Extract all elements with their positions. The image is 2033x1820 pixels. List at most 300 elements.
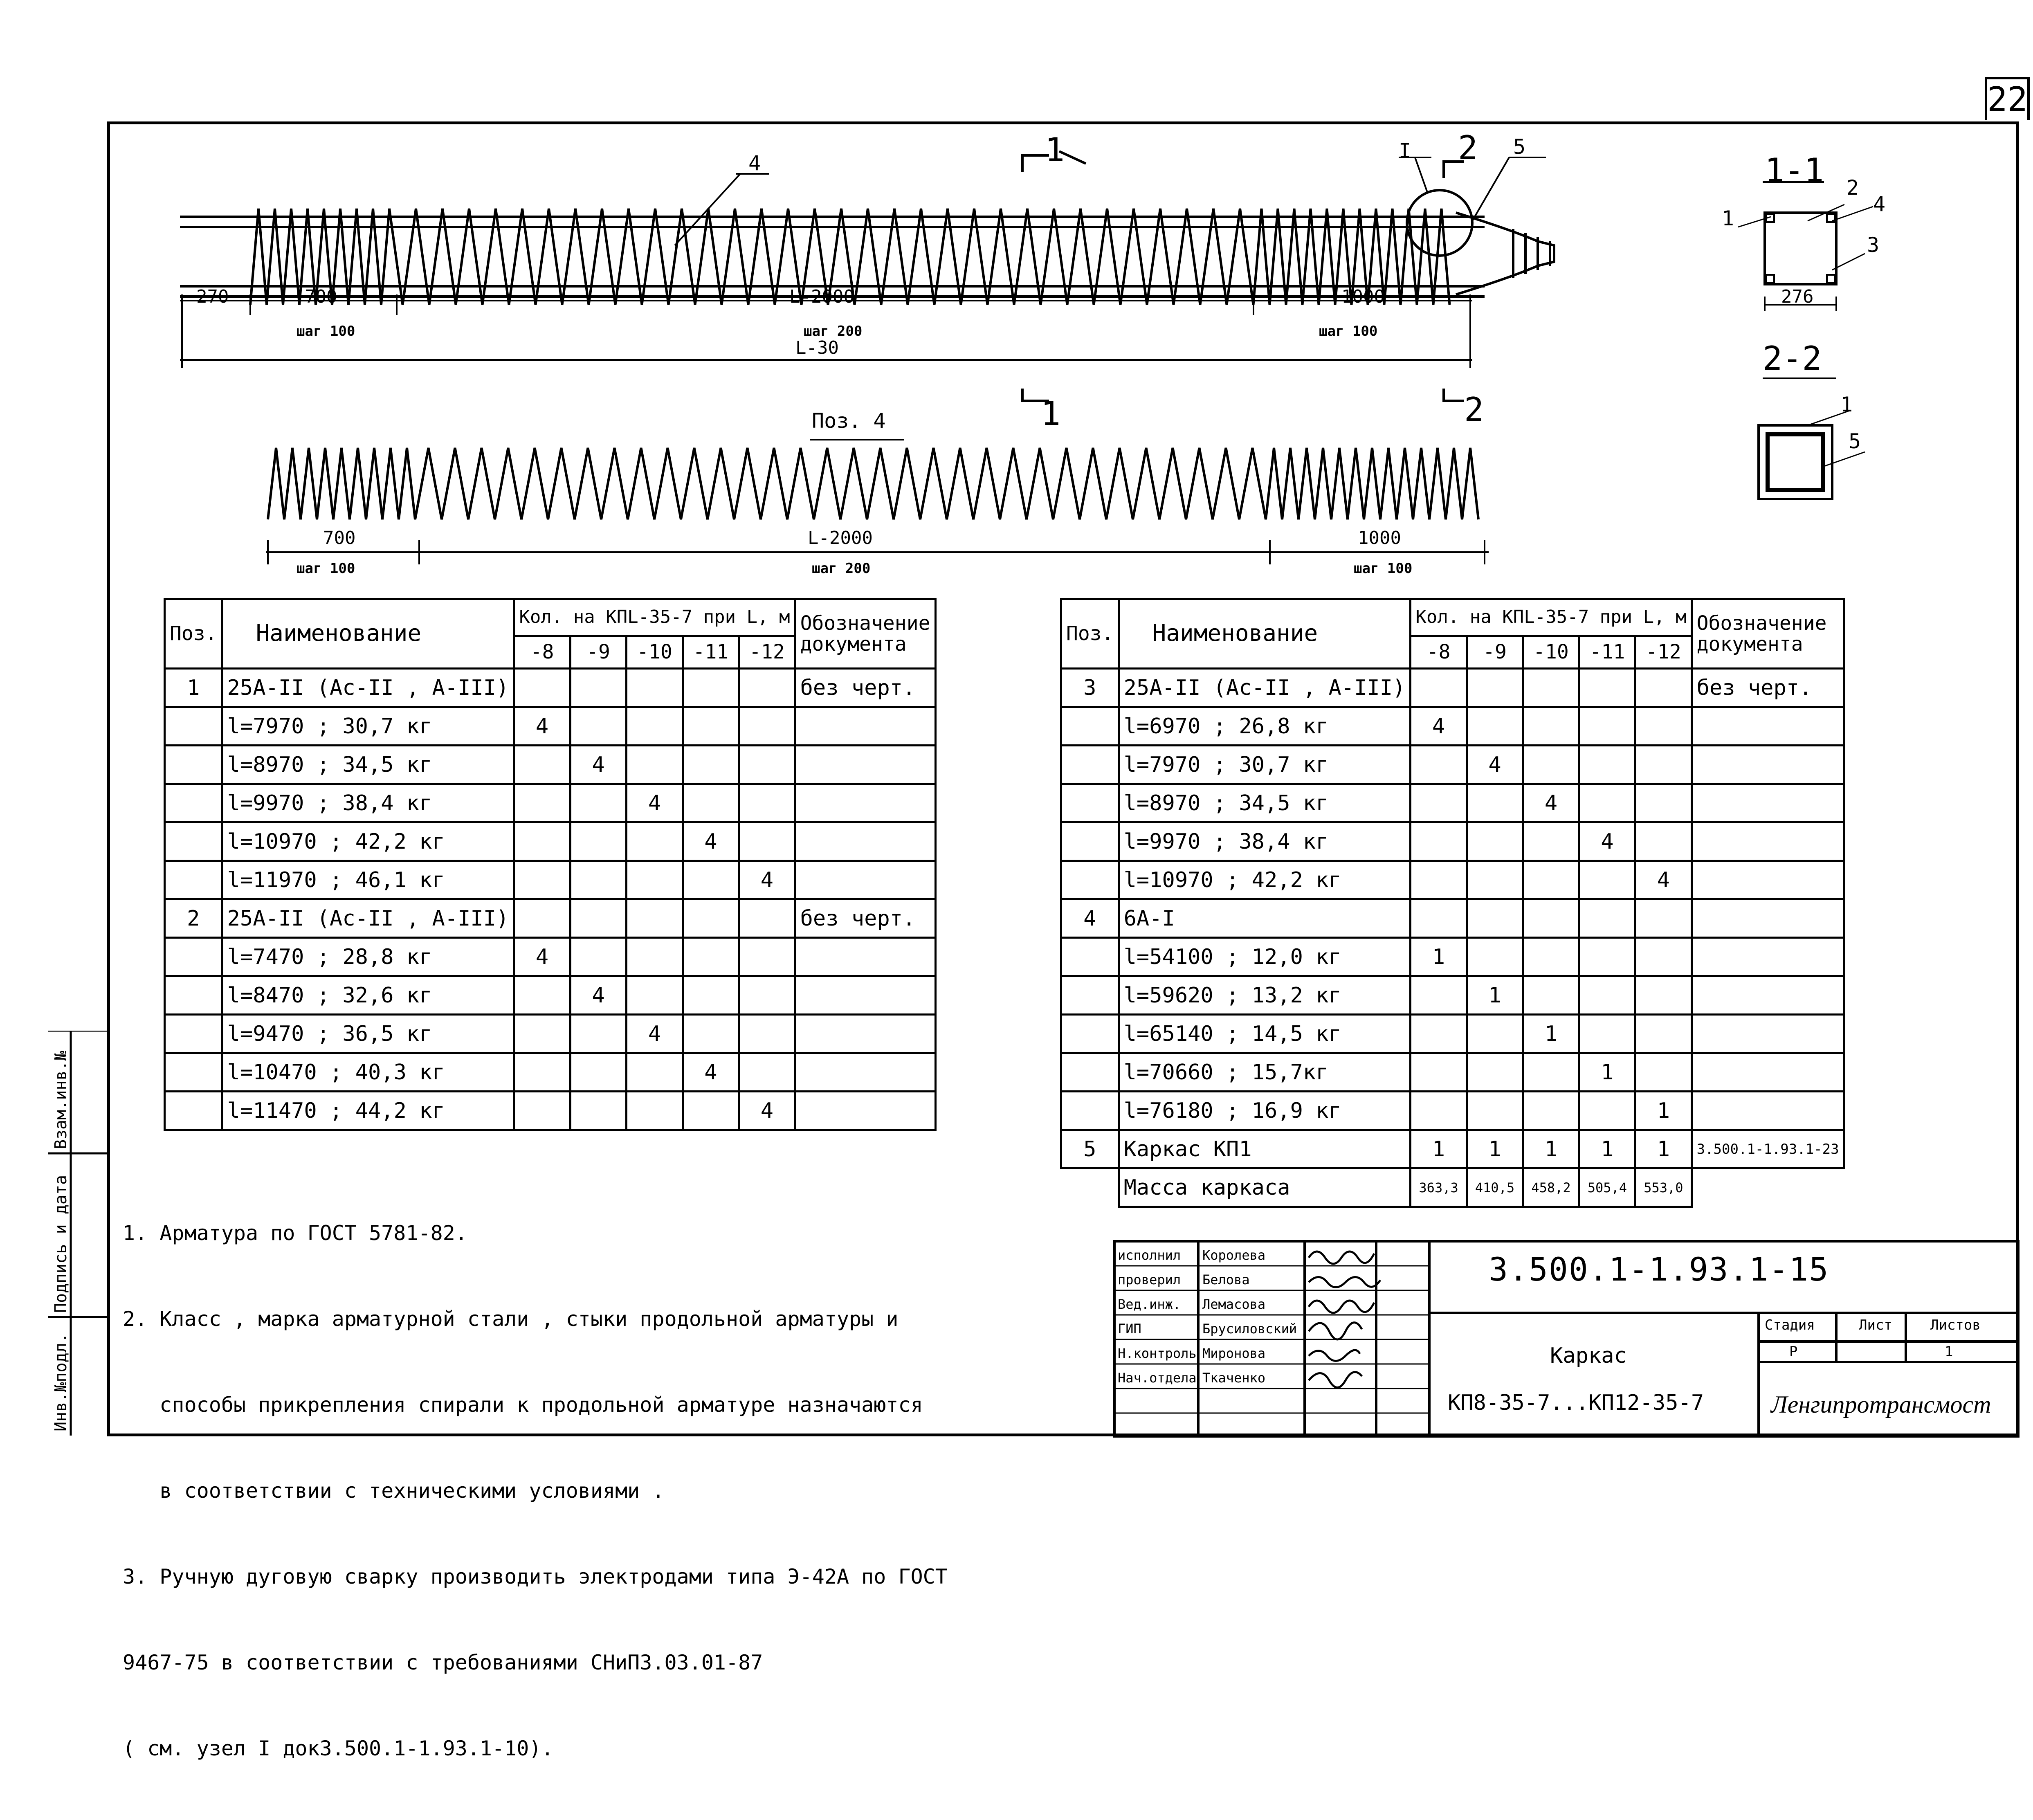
- note-line: ( см. узел I док3.500.1-1.93.1-10).: [123, 1737, 554, 1760]
- cell-qty: [1579, 899, 1635, 938]
- stage-value: Р: [1789, 1344, 1798, 1360]
- cell-doc: [795, 707, 935, 746]
- cell-name: 6А-I: [1119, 899, 1411, 938]
- pos4-dim-L-2000: L-2000: [808, 528, 873, 548]
- header-qty: Кол. на КПL-35-7 при L, м: [1411, 599, 1692, 636]
- header-col: -12: [739, 636, 795, 669]
- table-row: [165, 976, 936, 1015]
- table-row: [1061, 784, 1844, 822]
- cell-qty: [1635, 707, 1692, 746]
- header-col: -11: [1579, 636, 1635, 669]
- cell-name: l=10470 ; 40,3 кг: [222, 1053, 514, 1092]
- dim-700: 700: [305, 286, 337, 307]
- cell-name: l=11970 ; 46,1 кг: [222, 861, 514, 899]
- mass-value: 505,4: [1579, 1168, 1635, 1207]
- table-row: [165, 746, 936, 784]
- cell-qty: [1467, 1092, 1523, 1130]
- cell-name: l=7470 ; 28,8 кг: [222, 938, 514, 976]
- step-left: шаг 100: [297, 323, 355, 339]
- cell-name: l=7970 ; 30,7 кг: [1119, 746, 1411, 784]
- table-row: [165, 822, 936, 861]
- cell-qty: [739, 746, 795, 784]
- cell-pos: [1061, 822, 1119, 861]
- sig-name: Ткаченко: [1202, 1370, 1266, 1386]
- cell-name: l=8470 ; 32,6 кг: [222, 976, 514, 1015]
- table-row: [165, 938, 936, 976]
- cell-qty: [683, 746, 739, 784]
- table-row: [1061, 1130, 1844, 1168]
- cell-pos: [1061, 1015, 1119, 1053]
- cell-name: l=9970 ; 38,4 кг: [222, 784, 514, 822]
- step-mid: шаг 200: [804, 323, 863, 339]
- cell-name: 25А-II (Ас-II , А-III): [222, 669, 514, 707]
- specification-table-left: [164, 598, 937, 1131]
- cell-qty: [1467, 1053, 1523, 1092]
- cell-qty: 1: [1579, 1053, 1635, 1092]
- cell-qty: [683, 899, 739, 938]
- section-1-mark-bottom: 1: [1041, 395, 1061, 433]
- cell-doc: [795, 1092, 935, 1130]
- note-line: 1. Арматура по ГОСТ 5781-82.: [123, 1221, 467, 1245]
- header-col: -8: [514, 636, 570, 669]
- table-row: [165, 784, 936, 822]
- cell-pos: [1061, 976, 1119, 1015]
- header-col: -10: [627, 636, 683, 669]
- section-2-mark-bottom: 2: [1464, 391, 1484, 429]
- cell-pos: 1: [165, 669, 222, 707]
- cell-qty: [1411, 746, 1467, 784]
- cell-pos: [165, 1092, 222, 1130]
- cell-doc: [795, 1015, 935, 1053]
- section-1-1-dim: 276: [1781, 286, 1814, 307]
- cell-qty: 1: [1635, 1130, 1692, 1168]
- document-mark: КП8-35-7...КП12-35-7: [1448, 1391, 1704, 1415]
- side-inv-label: Инв.№подл.: [52, 1333, 70, 1431]
- cell-qty: [1579, 707, 1635, 746]
- cell-doc: [1692, 976, 1844, 1015]
- cell-doc: 3.500.1-1.93.1-23: [1692, 1130, 1844, 1168]
- specification-table-right: [1060, 598, 1845, 1208]
- note-line: 2. Класс , марка арматурной стали , стыки продольной арматуры и: [123, 1307, 899, 1331]
- section-2-2-label-5: 5: [1849, 429, 1861, 453]
- cell-qty: [683, 1092, 739, 1130]
- cell-pos: [1061, 938, 1119, 976]
- cell-qty: 1: [1579, 1130, 1635, 1168]
- mass-value: 410,5: [1467, 1168, 1523, 1207]
- section-1-1-label-4: 4: [1873, 192, 1886, 216]
- notes: [123, 1162, 1022, 1820]
- cell-qty: 1: [1523, 1130, 1579, 1168]
- header-qty: Кол. на КПL-35-7 при L, м: [514, 599, 795, 636]
- cell-qty: 1: [1635, 1092, 1692, 1130]
- header-pos: Поз.: [1061, 599, 1119, 669]
- section-2-mark-top: 2: [1458, 129, 1478, 167]
- cell-pos: [1061, 784, 1119, 822]
- mass-value: 553,0: [1635, 1168, 1692, 1207]
- header-col: -9: [570, 636, 626, 669]
- cell-qty: 1: [1467, 976, 1523, 1015]
- cell-qty: 1: [1467, 1130, 1523, 1168]
- cell-name: l=65140 ; 14,5 кг: [1119, 1015, 1411, 1053]
- dim-total: L-30: [795, 337, 839, 358]
- cell-qty: [570, 822, 626, 861]
- sig-name: Лемасова: [1202, 1296, 1266, 1312]
- header-name: Наименование: [222, 599, 514, 669]
- document-name: Каркас: [1550, 1344, 1627, 1368]
- cell-qty: [1635, 784, 1692, 822]
- table-row: [1061, 707, 1844, 746]
- cell-pos: [165, 976, 222, 1015]
- cell-qty: [1579, 784, 1635, 822]
- cell-name: 25А-II (Ас-II , А-III): [1119, 669, 1411, 707]
- cell-qty: 1: [1411, 938, 1467, 976]
- sheet-number: 22: [1985, 77, 2030, 120]
- sig-role: Вед.инж.: [1118, 1296, 1181, 1312]
- mass-label: Масса каркаса: [1119, 1168, 1411, 1207]
- cell-qty: 4: [627, 1015, 683, 1053]
- cell-qty: [627, 822, 683, 861]
- cell-qty: [1467, 707, 1523, 746]
- cell-qty: [1411, 669, 1467, 707]
- cell-doc: [1692, 938, 1844, 976]
- cell-doc: [795, 822, 935, 861]
- cell-qty: [739, 1015, 795, 1053]
- cell-qty: [514, 1015, 570, 1053]
- table-row: [1061, 1053, 1844, 1092]
- note-line: способы прикрепления спирали к продольной арматуре назначаются: [123, 1393, 923, 1417]
- cell-qty: [1411, 1092, 1467, 1130]
- cell-qty: [1579, 861, 1635, 899]
- cell-doc: без черт.: [1692, 669, 1844, 707]
- section-2-2-title: 2-2: [1763, 339, 1822, 377]
- table-row: [1061, 861, 1844, 899]
- cell-qty: [627, 669, 683, 707]
- cell-qty: [683, 861, 739, 899]
- cell-pos: [1061, 1092, 1119, 1130]
- cell-qty: [1635, 822, 1692, 861]
- cell-qty: [1635, 899, 1692, 938]
- cell-qty: [1411, 822, 1467, 861]
- sheets-value: 1: [1945, 1344, 1953, 1360]
- cell-name: l=54100 ; 12,0 кг: [1119, 938, 1411, 976]
- cell-pos: 2: [165, 899, 222, 938]
- cell-qty: 4: [1635, 861, 1692, 899]
- document-code: 3.500.1-1.93.1-15: [1489, 1252, 1829, 1288]
- cell-qty: [739, 822, 795, 861]
- side-signature-label: Подпись и дата: [52, 1175, 70, 1313]
- cell-pos: [165, 938, 222, 976]
- sig-role: Н.контроль: [1118, 1346, 1197, 1361]
- sig-role: ГИП: [1118, 1321, 1141, 1337]
- table-row: [165, 861, 936, 899]
- cell-qty: [1467, 861, 1523, 899]
- cell-qty: [627, 899, 683, 938]
- note-line: 3. Ручную дуговую сварку производить электродами типа Э-42А по ГОСТ: [123, 1565, 948, 1589]
- cell-qty: 1: [1411, 1130, 1467, 1168]
- cell-qty: [570, 1053, 626, 1092]
- cell-doc: [795, 976, 935, 1015]
- cell-doc: [1692, 1092, 1844, 1130]
- header-col: -8: [1411, 636, 1467, 669]
- cell-qty: 4: [514, 707, 570, 746]
- table-row: [165, 707, 936, 746]
- cell-pos: [165, 1015, 222, 1053]
- table-row: [165, 1053, 936, 1092]
- cell-pos: [165, 822, 222, 861]
- position-5-label: 5: [1513, 135, 1526, 159]
- cell-qty: [570, 1092, 626, 1130]
- section-1-1-label-3: 3: [1867, 233, 1880, 257]
- header-col: -9: [1467, 636, 1523, 669]
- note-line: 9467-75 в соответствии с требованиями СНиП3.03.01-87: [123, 1651, 763, 1674]
- cell-qty: 4: [514, 938, 570, 976]
- table-row: [165, 899, 936, 938]
- cell-qty: [1523, 938, 1579, 976]
- cell-qty: [683, 707, 739, 746]
- cell-qty: [1467, 822, 1523, 861]
- sig-name: Королева: [1202, 1247, 1266, 1263]
- table-row: [1061, 1015, 1844, 1053]
- cell-qty: [1523, 746, 1579, 784]
- cell-name: l=8970 ; 34,5 кг: [222, 746, 514, 784]
- table-row: [1061, 938, 1844, 976]
- cell-qty: [514, 899, 570, 938]
- cell-qty: [1523, 669, 1579, 707]
- cell-pos: [165, 1053, 222, 1092]
- cell-qty: [1523, 707, 1579, 746]
- header-col: -10: [1523, 636, 1579, 669]
- cell-qty: [1411, 899, 1467, 938]
- stage-label: Стадия: [1765, 1317, 1815, 1333]
- cell-name: l=9970 ; 38,4 кг: [1119, 822, 1411, 861]
- header-col: -11: [683, 636, 739, 669]
- dim-270: 270: [196, 286, 229, 307]
- mass-value: 458,2: [1523, 1168, 1579, 1207]
- cell-qty: [1635, 746, 1692, 784]
- cell-name: l=7970 ; 30,7 кг: [222, 707, 514, 746]
- sig-role: проверил: [1118, 1272, 1181, 1287]
- cell-doc: [795, 784, 935, 822]
- cell-qty: [627, 861, 683, 899]
- cell-pos: [1061, 707, 1119, 746]
- cell-qty: [683, 938, 739, 976]
- cell-doc: [1692, 1015, 1844, 1053]
- cell-qty: [739, 1053, 795, 1092]
- table-row: [1061, 899, 1844, 938]
- header-pos: Поз.: [165, 599, 222, 669]
- note-line: в соответствии с техническими условиями .: [123, 1479, 665, 1503]
- cell-qty: [1635, 938, 1692, 976]
- cell-qty: [1467, 669, 1523, 707]
- pos4-title: Поз. 4: [812, 409, 886, 433]
- cell-doc: [795, 746, 935, 784]
- cell-qty: [570, 784, 626, 822]
- cell-qty: [1635, 1053, 1692, 1092]
- cell-name: l=70660 ; 15,7кг: [1119, 1053, 1411, 1092]
- cell-qty: [1411, 784, 1467, 822]
- cell-doc: [1692, 899, 1844, 938]
- cell-name: l=8970 ; 34,5 кг: [1119, 784, 1411, 822]
- table-row: [1061, 976, 1844, 1015]
- cell-qty: [627, 1092, 683, 1130]
- cell-qty: [739, 669, 795, 707]
- cell-name: l=10970 ; 42,2 кг: [1119, 861, 1411, 899]
- cell-qty: [570, 707, 626, 746]
- cell-qty: [1579, 938, 1635, 976]
- cell-qty: [1635, 669, 1692, 707]
- sig-role: Нач.отдела: [1118, 1370, 1197, 1386]
- cell-qty: 4: [739, 1092, 795, 1130]
- table-row: [1061, 822, 1844, 861]
- cell-qty: [514, 1092, 570, 1130]
- side-stamp: [48, 1031, 110, 1436]
- cell-qty: [1579, 1015, 1635, 1053]
- cell-qty: 1: [1523, 1015, 1579, 1053]
- dim-L-2000: L-2000: [789, 286, 854, 307]
- cell-qty: 4: [683, 1053, 739, 1092]
- cell-qty: [514, 861, 570, 899]
- pos4-dim-700: 700: [323, 528, 356, 548]
- cell-qty: [1411, 1015, 1467, 1053]
- cell-name: l=9470 ; 36,5 кг: [222, 1015, 514, 1053]
- cell-qty: [570, 669, 626, 707]
- cell-qty: 4: [570, 976, 626, 1015]
- cell-name: l=10970 ; 42,2 кг: [222, 822, 514, 861]
- cell-qty: [1523, 899, 1579, 938]
- cell-doc: [1692, 784, 1844, 822]
- cell-qty: 4: [627, 784, 683, 822]
- cell-doc: [1692, 822, 1844, 861]
- cell-qty: [739, 707, 795, 746]
- pos4-step-mid: шаг 200: [812, 560, 871, 577]
- cell-qty: [514, 976, 570, 1015]
- cell-qty: [627, 976, 683, 1015]
- cell-pos: [165, 861, 222, 899]
- section-1-1-label-2: 2: [1847, 176, 1859, 200]
- pos4-step-right: шаг 100: [1354, 560, 1413, 577]
- cell-name: l=76180 ; 16,9 кг: [1119, 1092, 1411, 1130]
- cell-name: l=6970 ; 26,8 кг: [1119, 707, 1411, 746]
- cell-qty: 4: [739, 861, 795, 899]
- cell-qty: [627, 938, 683, 976]
- cell-qty: [1579, 669, 1635, 707]
- sig-name: Белова: [1202, 1272, 1250, 1287]
- organization: Ленгипротрансмост: [1771, 1391, 1991, 1418]
- cell-qty: [1411, 1053, 1467, 1092]
- cell-qty: 4: [1579, 822, 1635, 861]
- cell-qty: [1523, 976, 1579, 1015]
- cell-doc: [1692, 1053, 1844, 1092]
- cell-name: l=11470 ; 44,2 кг: [222, 1092, 514, 1130]
- cell-qty: [514, 669, 570, 707]
- cell-doc: [795, 861, 935, 899]
- cell-name: l=59620 ; 13,2 кг: [1119, 976, 1411, 1015]
- cell-qty: [570, 1015, 626, 1053]
- cell-pos: [1061, 746, 1119, 784]
- cell-pos: 3: [1061, 669, 1119, 707]
- cell-qty: [1411, 861, 1467, 899]
- table-row: [1061, 669, 1844, 707]
- cell-qty: 4: [683, 822, 739, 861]
- cell-qty: 4: [1411, 707, 1467, 746]
- header-col: -12: [1635, 636, 1692, 669]
- section-1-1-title: 1-1: [1765, 151, 1824, 189]
- section-2-2-label-1: 1: [1840, 393, 1853, 416]
- dim-1000: 1000: [1341, 286, 1385, 307]
- cell-pos: [165, 746, 222, 784]
- cell-qty: [739, 976, 795, 1015]
- side-replace-label: Взам.инв.№: [52, 1051, 70, 1149]
- cell-name: 25А-II (Ас-II , А-III): [222, 899, 514, 938]
- cell-qty: [627, 707, 683, 746]
- pos4-dim-1000: 1000: [1358, 528, 1401, 548]
- cell-qty: 4: [570, 746, 626, 784]
- cell-qty: [514, 1053, 570, 1092]
- pos4-step-left: шаг 100: [297, 560, 355, 577]
- cell-qty: [1579, 1092, 1635, 1130]
- step-right: шаг 100: [1319, 323, 1378, 339]
- cell-qty: [683, 784, 739, 822]
- cell-qty: [1523, 822, 1579, 861]
- node-I-label: I: [1399, 139, 1411, 163]
- cell-qty: [739, 784, 795, 822]
- cell-pos: [1061, 1053, 1119, 1092]
- cell-empty: [1061, 1168, 1119, 1207]
- cell-qty: [1635, 976, 1692, 1015]
- sheet-label: Лист: [1859, 1317, 1892, 1333]
- sig-name: Миронова: [1202, 1346, 1266, 1361]
- cell-qty: [1411, 976, 1467, 1015]
- cell-qty: [627, 1053, 683, 1092]
- position-4-label: 4: [748, 151, 761, 175]
- cell-qty: [1579, 746, 1635, 784]
- cell-doc: [1692, 746, 1844, 784]
- sheets-label: Листов: [1930, 1317, 1981, 1333]
- cell-qty: [683, 1015, 739, 1053]
- cell-qty: [1635, 1015, 1692, 1053]
- cell-qty: [1523, 1092, 1579, 1130]
- cell-qty: [683, 669, 739, 707]
- mass-value: 363,3: [1411, 1168, 1467, 1207]
- cell-qty: [627, 746, 683, 784]
- sig-role: исполнил: [1118, 1247, 1181, 1263]
- cell-qty: [1467, 899, 1523, 938]
- cell-qty: [1523, 1053, 1579, 1092]
- cell-qty: 4: [1523, 784, 1579, 822]
- table-row: [165, 1092, 936, 1130]
- table-row: [1061, 1092, 1844, 1130]
- cell-qty: [514, 784, 570, 822]
- cell-qty: [1523, 861, 1579, 899]
- cell-doc: без черт.: [795, 669, 935, 707]
- cell-name: Каркас КП1: [1119, 1130, 1411, 1168]
- cell-qty: [1579, 976, 1635, 1015]
- table-row: [165, 1015, 936, 1053]
- cell-pos: 5: [1061, 1130, 1119, 1168]
- cell-doc: [1692, 707, 1844, 746]
- cell-qty: [514, 746, 570, 784]
- header-doc: Обозначение документа: [795, 599, 935, 669]
- cell-qty: [683, 976, 739, 1015]
- cell-doc: [795, 1053, 935, 1092]
- cell-qty: 4: [1467, 746, 1523, 784]
- section-1-mark-top: 1: [1045, 131, 1065, 169]
- cell-doc: без черт.: [795, 899, 935, 938]
- table-row-mass: [1061, 1168, 1844, 1207]
- cell-pos: [165, 707, 222, 746]
- cell-pos: 4: [1061, 899, 1119, 938]
- cell-pos: [165, 784, 222, 822]
